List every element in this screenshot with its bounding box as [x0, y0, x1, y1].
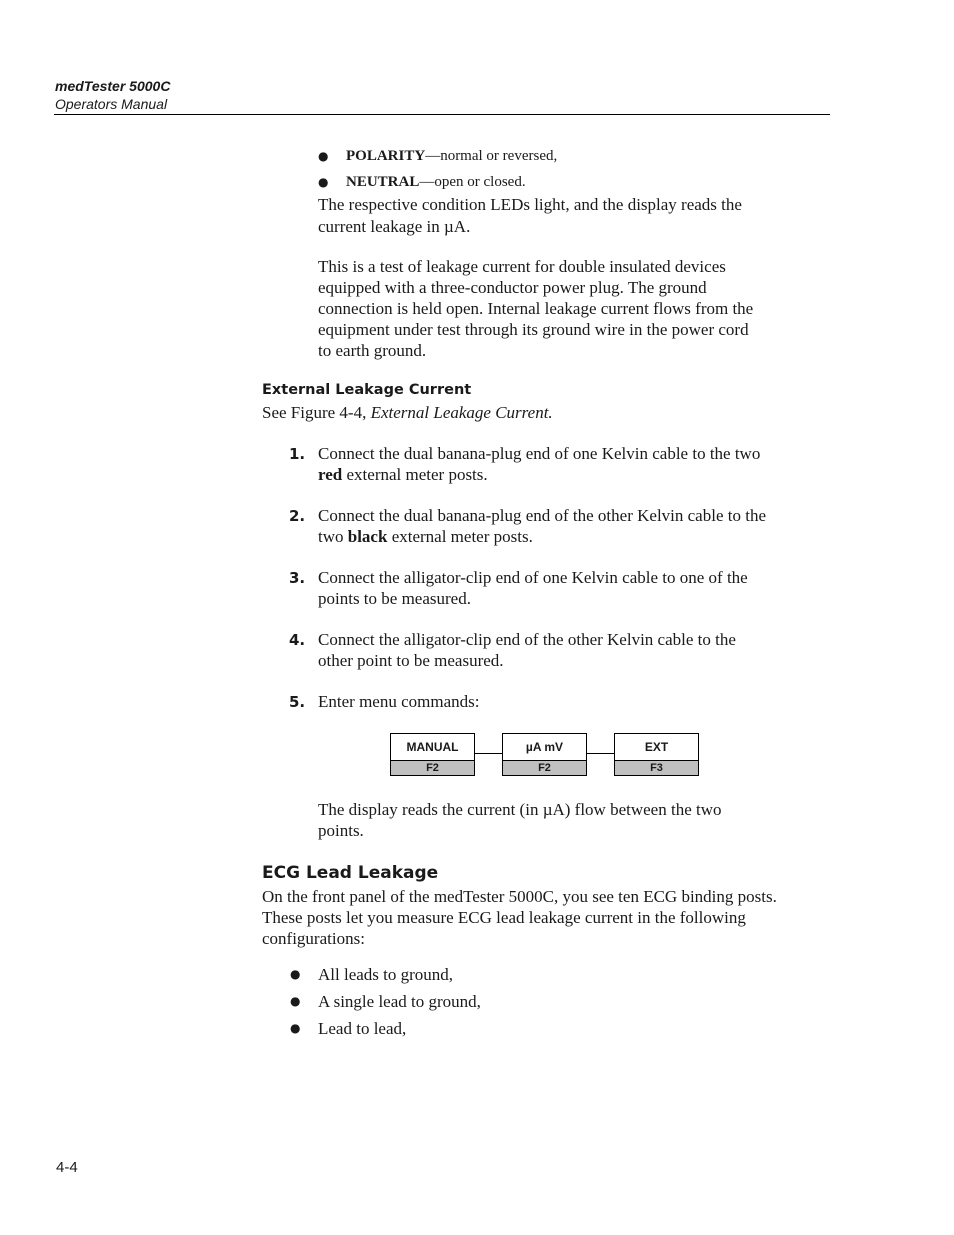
para-test-line: to earth ground.: [318, 341, 427, 360]
see-figure-ref: External Leakage Current.: [370, 403, 553, 422]
ecg-heading: ECG Lead Leakage: [262, 863, 439, 883]
step-4-line: other point to be measured.: [318, 651, 504, 670]
step-1-line: red external meter posts.: [318, 465, 488, 484]
menu-key-ext[interactable]: [614, 733, 699, 776]
step-4-line: Connect the alligator-clip end of the other Kelvin cable to the: [318, 630, 736, 649]
key-label: EXT: [615, 734, 698, 761]
step-2-line: Connect the dual banana-plug end of the other Kelvin cable to the: [318, 506, 766, 525]
menu-key-manual[interactable]: [390, 733, 475, 776]
emphasis-black: black: [347, 527, 388, 546]
ecg-para-line: configurations:: [262, 929, 365, 948]
ecg-bullet-item: A single lead to ground,: [318, 992, 481, 1011]
bullet-neutral: [346, 172, 526, 193]
step-5-line: Enter menu commands:: [318, 692, 480, 711]
function-key-label: F2: [503, 761, 586, 775]
para-leds-line: The respective condition LEDs light, and the display reads the: [318, 195, 742, 214]
ecg-bullet-item: Lead to lead,: [318, 1019, 407, 1038]
ecg-bullet-item: All leads to ground,: [318, 965, 454, 984]
step-2-line: two black external meter posts.: [318, 527, 533, 546]
bullet-icon: ●: [318, 175, 329, 189]
para-leds-line: current leakage in µA.: [318, 217, 471, 236]
page-number: 4-4: [56, 1159, 78, 1176]
emphasis-red: red: [318, 465, 343, 484]
external-heading: External Leakage Current: [262, 382, 472, 398]
see-prefix: See Figure 4-4,: [262, 403, 371, 422]
step-3-line: points to be measured.: [318, 589, 471, 608]
para-display-line: The display reads the current (in µA) flow between the two: [318, 800, 722, 819]
header-rule: [54, 114, 830, 115]
step-1-line: Connect the dual banana-plug end of one Kelvin cable to the two: [318, 444, 761, 463]
step-number: 1.: [289, 445, 306, 463]
para-test-line: connection is held open. Internal leakage current flows from the: [318, 299, 754, 318]
bullet-icon: ●: [290, 967, 301, 981]
step-number: 5.: [289, 693, 306, 711]
bullet-label: POLARITY: [346, 148, 426, 164]
step-3-line: Connect the alligator-clip end of one Kelvin cable to one of the: [318, 568, 748, 587]
ecg-para-line: These posts let you measure ECG lead leakage current in the following: [262, 908, 746, 927]
function-key-label: F3: [615, 761, 698, 775]
menu-key-ua-mv[interactable]: [502, 733, 587, 776]
key-connector: [474, 753, 502, 754]
para-test-line: equipped with a three-conductor power plug. The ground: [318, 278, 707, 297]
bullet-text: —normal or reversed,: [425, 148, 558, 164]
ecg-para-line: On the front panel of the medTester 5000C, you see ten ECG binding posts.: [262, 887, 777, 906]
external-see: [262, 402, 553, 423]
header-title: medTester 5000C: [55, 78, 171, 94]
bullet-text: —open or closed.: [419, 174, 526, 190]
bullet-icon: ●: [290, 994, 301, 1008]
step-number: 2.: [289, 507, 306, 525]
bullet-icon: ●: [290, 1021, 301, 1035]
key-label: MANUAL: [391, 734, 474, 761]
bullet-polarity: [346, 146, 557, 167]
para-test-line: equipment under test through its ground wire in the power cord: [318, 320, 749, 339]
key-label: µA mV: [503, 734, 586, 761]
bullet-icon: ●: [318, 149, 329, 163]
para-display-line: points.: [318, 821, 364, 840]
key-connector: [586, 753, 614, 754]
bullet-label: NEUTRAL: [346, 174, 420, 190]
header-subtitle: Operators Manual: [55, 96, 168, 112]
step-number: 4.: [289, 631, 306, 649]
function-key-label: F2: [391, 761, 474, 775]
step-number: 3.: [289, 569, 306, 587]
para-test-line: This is a test of leakage current for double insulated devices: [318, 257, 726, 276]
